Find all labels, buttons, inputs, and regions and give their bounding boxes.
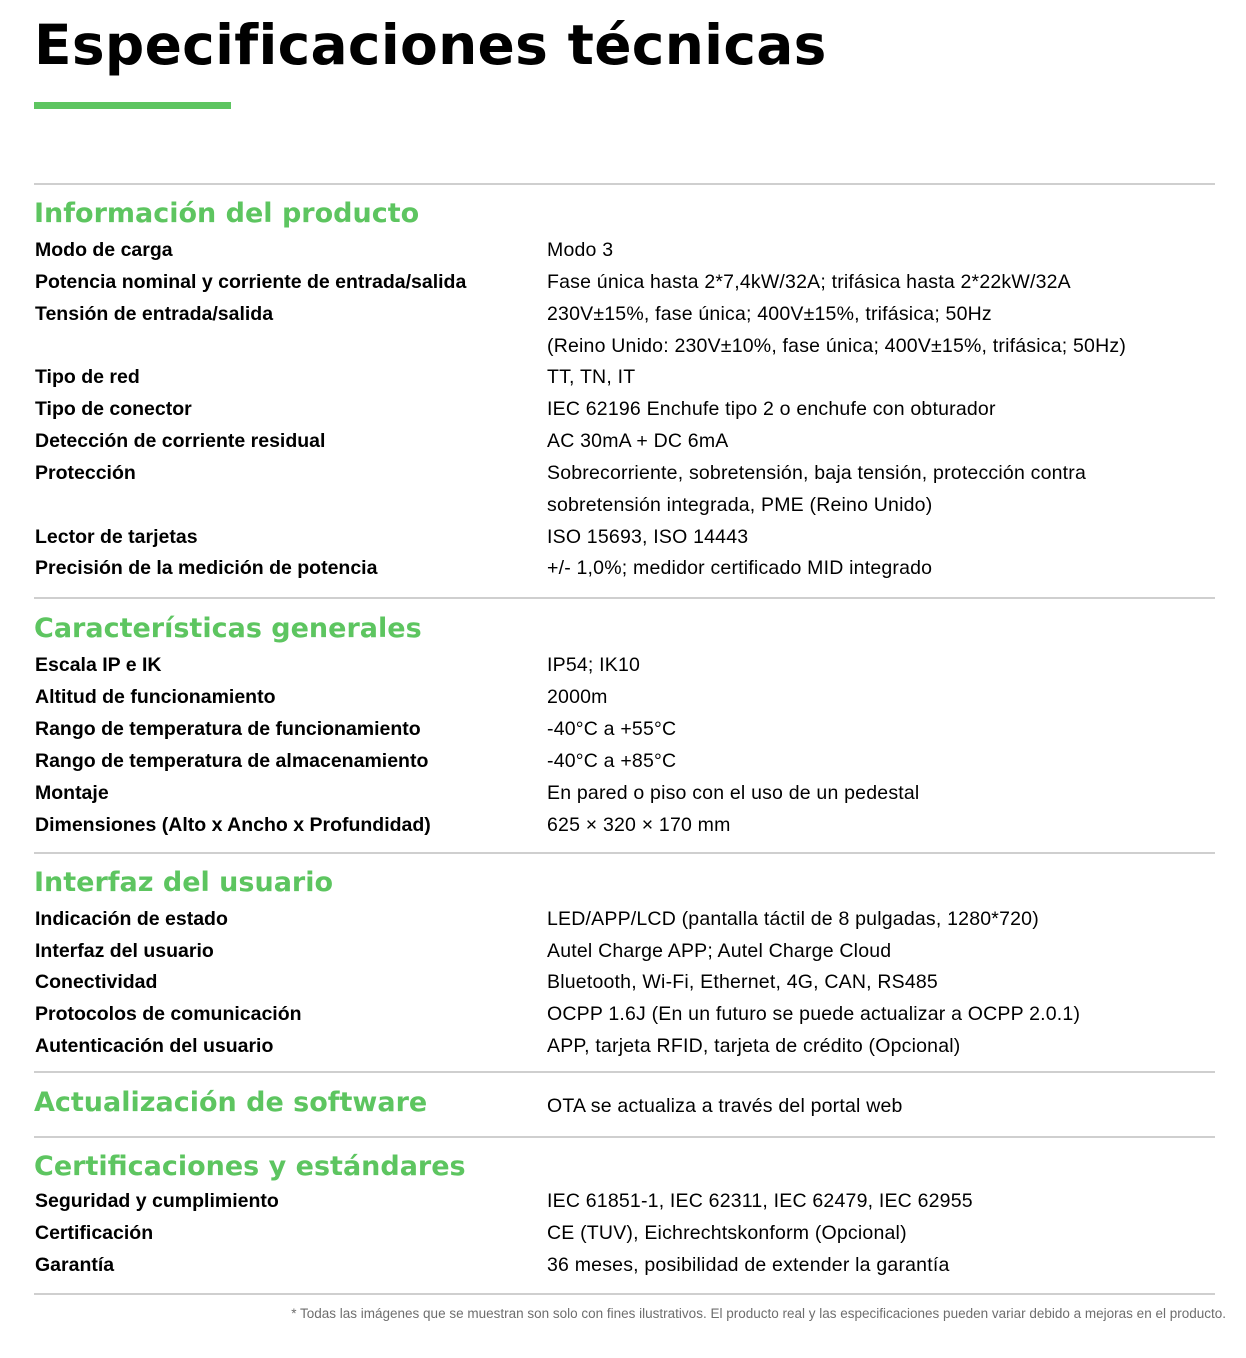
spec-value: -40°C a +85°C [547, 750, 677, 772]
spec-label: Altitud de funcionamiento [35, 686, 276, 708]
spec-value: -40°C a +55°C [547, 718, 677, 740]
spec-value: Bluetooth, Wi-Fi, Ethernet, 4G, CAN, RS485 [547, 971, 938, 993]
title-underline [34, 102, 231, 109]
spec-value: OCPP 1.6J (En un futuro se puede actualizar a OCPP 2.0.1) [547, 1003, 1081, 1025]
spec-value: IP54; IK10 [547, 654, 641, 676]
spec-label: Protocolos de comunicación [35, 1003, 302, 1025]
spec-label: Modo de carga [35, 239, 173, 261]
spec-value-continued: sobretensión integrada, PME (Reino Unido) [547, 494, 933, 516]
spec-value: 625 × 320 × 170 mm [547, 814, 731, 836]
spec-label: Interfaz del usuario [35, 940, 214, 962]
spec-value: 2000m [547, 686, 608, 708]
spec-label: Potencia nominal y corriente de entrada/salida [35, 271, 467, 293]
spec-label: Dimensiones (Alto x Ancho x Profundidad) [35, 814, 431, 836]
section-divider [34, 1071, 1215, 1073]
spec-label: Protección [35, 462, 136, 484]
section-divider [34, 183, 1215, 185]
spec-label: Precisión de la medición de potencia [35, 557, 378, 579]
spec-label: Autenticación del usuario [35, 1035, 274, 1057]
spec-label: Tipo de conector [35, 398, 192, 420]
spec-label: Montaje [35, 782, 109, 804]
spec-label: Detección de corriente residual [35, 430, 326, 452]
spec-value: LED/APP/LCD (pantalla táctil de 8 pulgadas, 1280*720) [547, 908, 1039, 930]
section-divider [34, 1136, 1215, 1138]
spec-label: Escala IP e IK [35, 654, 162, 676]
section-heading-user-interface: Interfaz del usuario [34, 867, 334, 898]
spec-label: Tipo de red [35, 366, 140, 388]
spec-value: CE (TUV), Eichrechtskonform (Opcional) [547, 1222, 907, 1244]
spec-label: Tensión de entrada/salida [35, 303, 274, 325]
spec-value: ISO 15693, ISO 14443 [547, 526, 749, 548]
spec-value: Sobrecorriente, sobretensión, baja tensión, protección contra [547, 462, 1087, 484]
section-heading-software-update: Actualización de software [34, 1087, 428, 1118]
spec-value: 36 meses, posibilidad de extender la garantía [547, 1254, 950, 1276]
section-divider [34, 1293, 1215, 1295]
spec-value: Modo 3 [547, 239, 614, 261]
spec-label: Indicación de estado [35, 908, 228, 930]
spec-value: TT, TN, IT [547, 366, 636, 388]
spec-value: En pared o piso con el uso de un pedestal [547, 782, 920, 804]
disclaimer-footnote: * Todas las imágenes que se muestran son solo con fines ilustrativos. El producto real y las especificaciones pueden variar debido a mejoras en el producto. [291, 1306, 1226, 1321]
page-title: Especificaciones técnicas [34, 13, 827, 77]
spec-value: Fase única hasta 2*7,4kW/32A; trifásica hasta 2*22kW/32A [547, 271, 1071, 293]
spec-value: IEC 61851-1, IEC 62311, IEC 62479, IEC 62955 [547, 1190, 973, 1212]
section-heading-general: Características generales [34, 613, 422, 644]
spec-value: Autel Charge APP; Autel Charge Cloud [547, 940, 892, 962]
section-divider [34, 597, 1215, 599]
spec-value-continued: (Reino Unido: 230V±10%, fase única; 400V±15%, trifásica; 50Hz) [547, 335, 1127, 357]
spec-label: Garantía [35, 1254, 115, 1276]
spec-label: Lector de tarjetas [35, 526, 198, 548]
spec-label: Rango de temperatura de almacenamiento [35, 750, 429, 772]
spec-value: IEC 62196 Enchufe tipo 2 o enchufe con obturador [547, 398, 996, 420]
section-divider [34, 852, 1215, 854]
spec-value: +/- 1,0%; medidor certificado MID integrado [547, 557, 933, 579]
spec-value: AC 30mA + DC 6mA [547, 430, 729, 452]
spec-label: Certificación [35, 1222, 154, 1244]
section-heading-certifications: Certificaciones y estándares [34, 1151, 466, 1182]
spec-value: OTA se actualiza a través del portal web [547, 1095, 903, 1117]
spec-label: Seguridad y cumplimiento [35, 1190, 279, 1212]
spec-value: APP, tarjeta RFID, tarjeta de crédito (Opcional) [547, 1035, 961, 1057]
spec-value: 230V±15%, fase única; 400V±15%, trifásica; 50Hz [547, 303, 992, 325]
spec-label: Rango de temperatura de funcionamiento [35, 718, 421, 740]
spec-label: Conectividad [35, 971, 158, 993]
section-heading-product-info: Información del producto [34, 198, 420, 229]
